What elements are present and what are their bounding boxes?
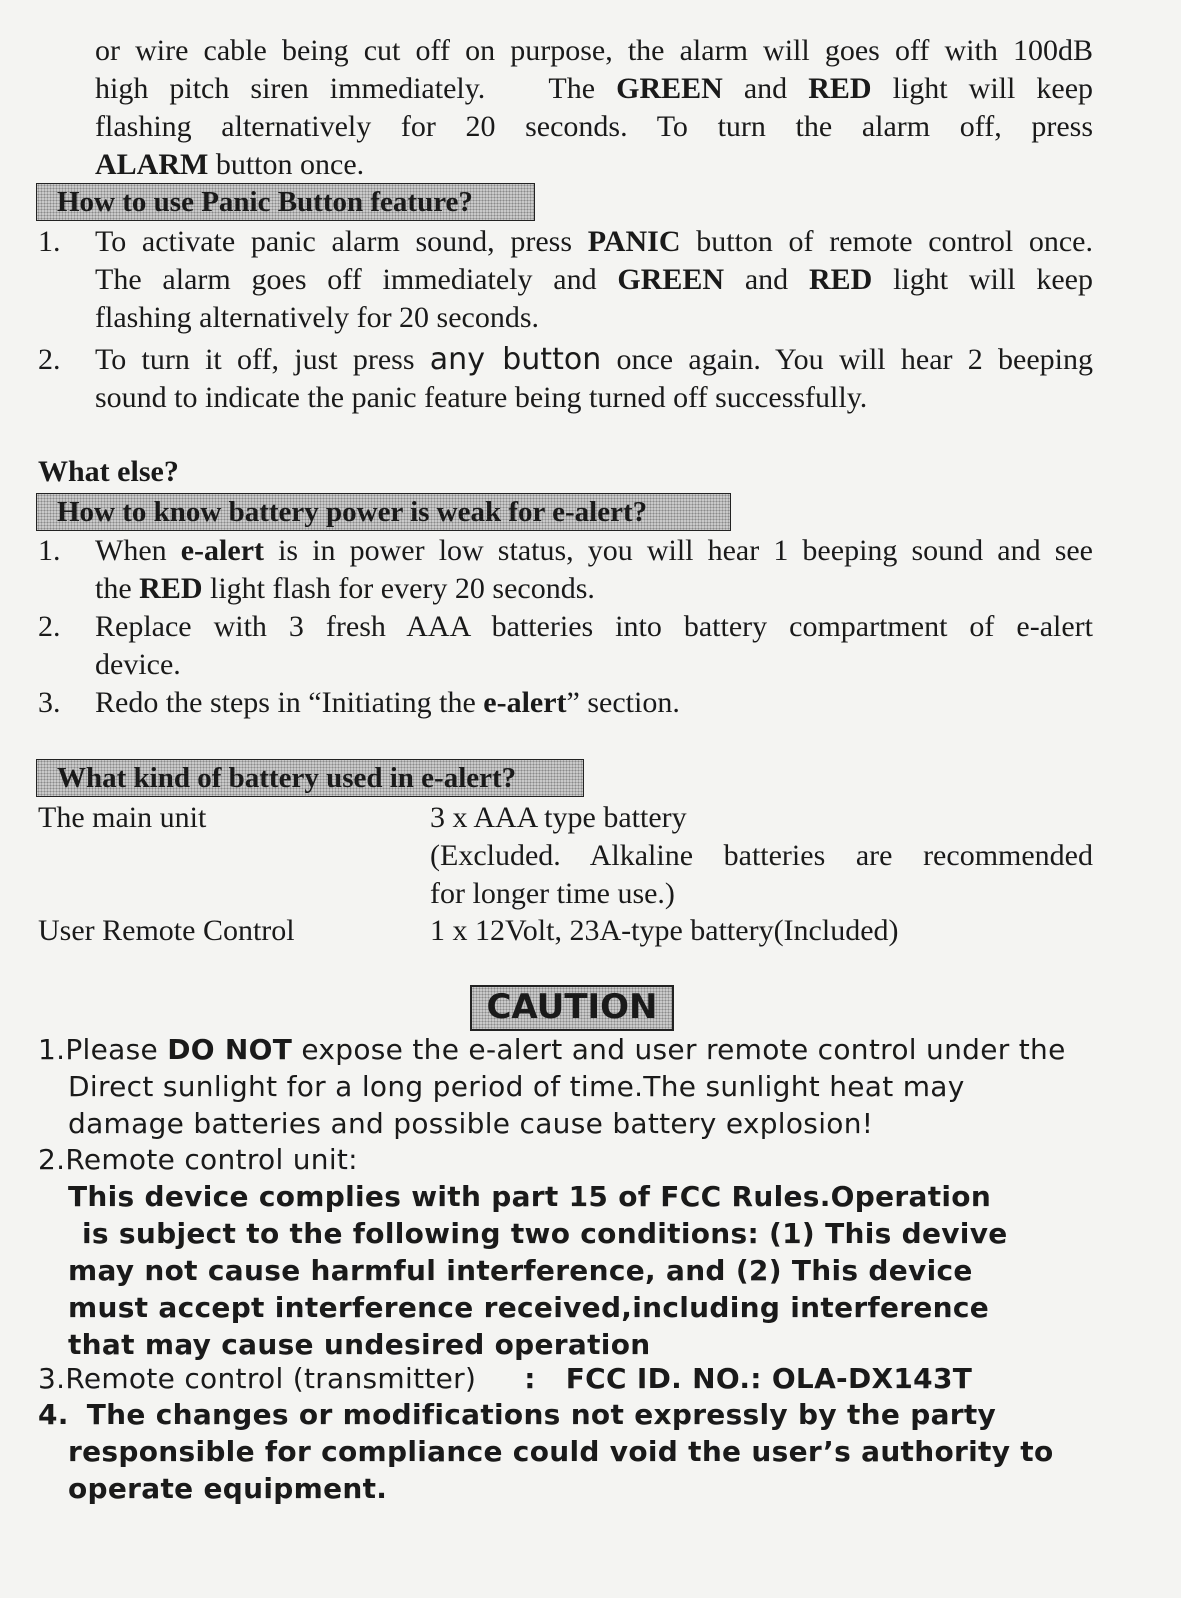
caution-text: Remote control unit:	[65, 1143, 358, 1176]
list-text: button of remote control once.	[680, 225, 1093, 258]
intro-text: button once.	[208, 148, 365, 181]
list-number: 3.	[38, 1362, 66, 1395]
list-line: sound to indicate the panic feature being turned off successfully.	[95, 381, 868, 414]
caution-line: operate equipment.	[68, 1472, 388, 1505]
red-label: RED	[808, 263, 873, 296]
list-text: is in power low status, you will hear 1 beeping sound and see	[264, 534, 1093, 567]
battery-value-line: for longer time use.)	[430, 877, 675, 910]
list-text: light will keep	[872, 263, 1093, 296]
fcc-statement-line: may not cause harmful interference, and (2) This device	[68, 1254, 973, 1287]
red-label: RED	[139, 572, 203, 605]
caution-item-4	[38, 1396, 1098, 1507]
fcc-statement-line: is subject to the following two conditions: (1) This devive	[82, 1217, 1008, 1250]
list-text: the	[95, 572, 140, 605]
battery-row-label: The main unit	[38, 801, 207, 834]
intro-text: and	[743, 72, 788, 105]
intro-line-3: flashing alternatively for 20 seconds. To turn the alarm off, press	[95, 110, 1093, 143]
do-not-label: DO NOT	[167, 1033, 293, 1066]
list-line: Replace with 3 fresh AAA batteries into battery compartment of e-alert	[95, 610, 1093, 643]
ealert-label: e-alert	[483, 686, 567, 719]
list-line	[95, 684, 1093, 722]
caution-heading: CAUTION	[470, 985, 674, 1031]
list-text: The alarm goes off immediately and	[95, 263, 618, 296]
fcc-id: FCC ID. NO.: OLA-DX143T	[565, 1362, 973, 1395]
list-text: To activate panic alarm sound, press	[95, 225, 588, 258]
red-label: RED	[808, 72, 872, 105]
panic-label: PANIC	[587, 225, 681, 258]
caution-line: Direct sunlight for a long period of time.The sunlight heat may	[68, 1070, 965, 1103]
caution-item-3	[38, 1360, 1098, 1397]
battery-value-line: 1 x 12Volt, 23A-type battery(Included)	[430, 914, 899, 947]
panic-item-1	[95, 223, 1093, 337]
battery-weak-item-1	[95, 532, 1093, 608]
fcc-statement-line: must accept interference received,including interference	[68, 1291, 990, 1324]
list-line	[95, 261, 1093, 299]
battery-weak-heading: How to know battery power is weak for e-alert?	[36, 493, 731, 531]
caution-text: Please	[65, 1033, 168, 1066]
list-number: 1.	[38, 225, 61, 258]
caution-text: Remote control (transmitter)	[65, 1362, 477, 1395]
list-line	[95, 570, 1093, 608]
list-number: 2.	[38, 610, 61, 643]
green-label: GREEN	[617, 263, 725, 296]
battery-weak-item-2	[95, 608, 1093, 684]
intro-text: light will keep	[892, 72, 1094, 105]
caution-line	[38, 1031, 1098, 1068]
green-label: GREEN	[616, 72, 723, 105]
colon-separator: :	[524, 1362, 536, 1395]
intro-paragraph	[95, 32, 1093, 184]
fcc-statement-line: that may cause undesired operation	[68, 1328, 651, 1361]
caution-line	[38, 1396, 1098, 1433]
list-number: 1.	[38, 534, 61, 567]
list-line	[95, 223, 1093, 261]
list-text: and	[724, 263, 809, 296]
battery-row-label: User Remote Control	[38, 914, 295, 947]
caution-line: responsible for compliance could void the user’s authority to	[68, 1435, 1054, 1468]
caution-item-2	[38, 1141, 1098, 1363]
intro-text: high pitch siren immediately.	[95, 72, 486, 105]
caution-line	[38, 1141, 1098, 1178]
list-number: 4.	[38, 1398, 69, 1431]
list-number: 1.	[38, 1033, 66, 1066]
list-line	[95, 341, 1093, 379]
battery-weak-item-3	[95, 684, 1093, 722]
caution-text: expose the e-alert and user remote control under the	[292, 1033, 1066, 1066]
intro-line-2	[95, 70, 1093, 108]
battery-row-value	[430, 799, 1093, 913]
list-text: Redo the steps in “Initiating the	[95, 686, 484, 719]
panic-item-2	[95, 341, 1093, 417]
list-text: ” section.	[566, 686, 680, 719]
list-text: When	[95, 534, 181, 567]
list-number: 2.	[38, 343, 61, 376]
list-line: device.	[95, 648, 181, 681]
intro-line-4	[95, 146, 1093, 184]
intro-line-1: or wire cable being cut off on purpose, the alarm will goes off with 100dB	[95, 34, 1093, 67]
list-text: light flash for every 20 seconds.	[202, 572, 595, 605]
panic-heading: How to use Panic Button feature?	[36, 183, 535, 221]
list-text: once again. You will hear 2 beeping	[601, 343, 1094, 376]
battery-type-heading: What kind of battery used in e-alert?	[36, 759, 584, 797]
battery-value-line: (Excluded. Alkaline batteries are recommended	[430, 839, 1093, 872]
ealert-label: e-alert	[180, 534, 264, 567]
caution-item-1	[38, 1031, 1098, 1142]
list-number: 2.	[38, 1143, 66, 1176]
intro-text: The	[548, 72, 596, 105]
caution-line: damage batteries and possible cause battery explosion!	[68, 1107, 874, 1140]
list-line	[95, 532, 1093, 570]
fcc-statement-line: This device complies with part 15 of FCC Rules.Operation	[68, 1180, 992, 1213]
alarm-label: ALARM	[95, 148, 209, 181]
list-text: To turn it off, just press	[95, 343, 430, 376]
caution-text: The changes or modifications not expressly by the party	[86, 1398, 997, 1431]
list-line: flashing alternatively for 20 seconds.	[95, 301, 540, 334]
any-button-label: any button	[429, 342, 602, 377]
list-number: 3.	[38, 686, 61, 719]
battery-value-line: 3 x AAA type battery	[430, 801, 687, 834]
what-else-heading: What else?	[38, 455, 179, 488]
battery-row-value	[430, 912, 1093, 950]
